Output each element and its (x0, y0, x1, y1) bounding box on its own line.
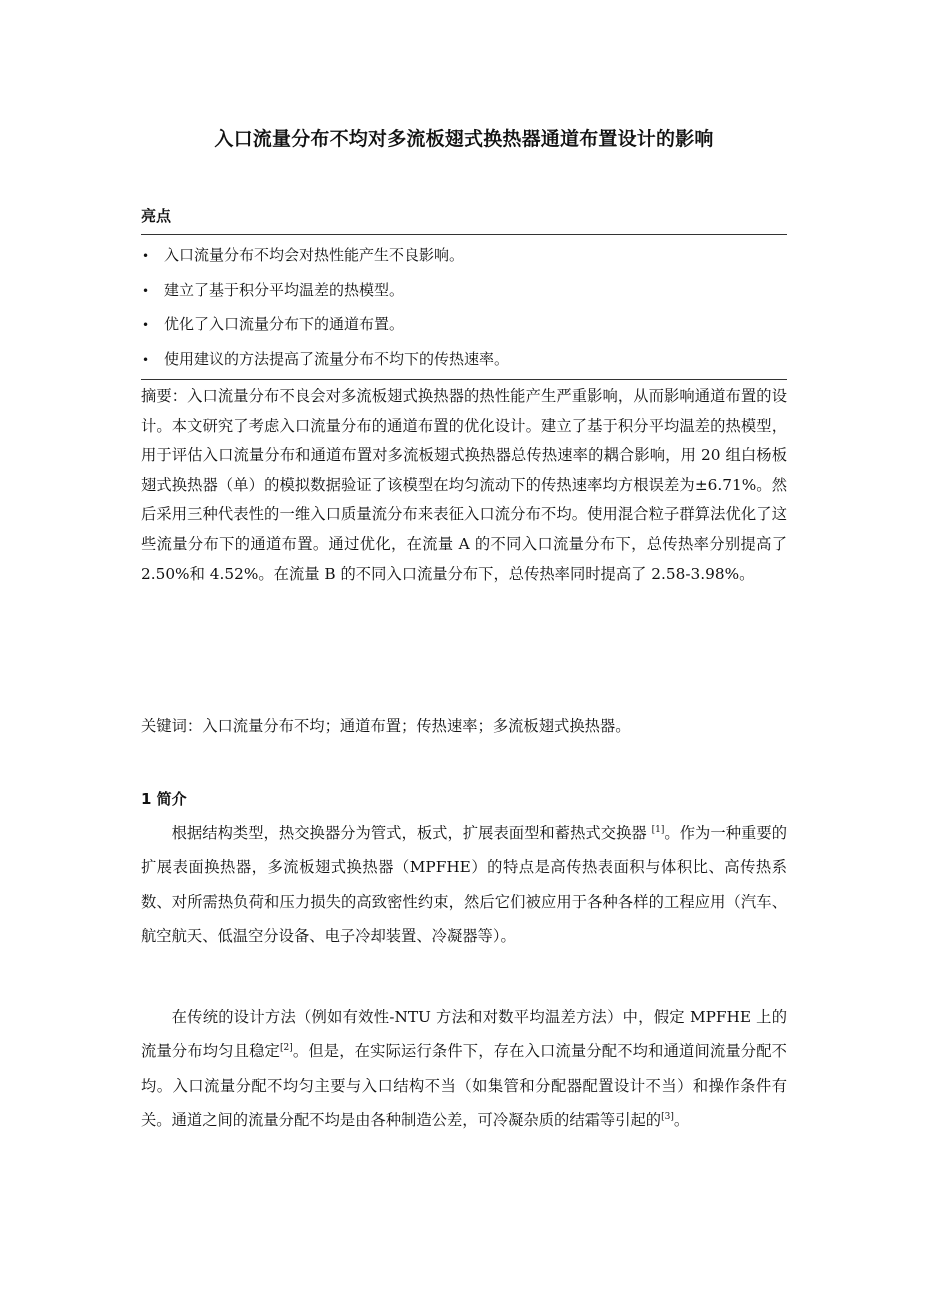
bullet-icon: • (142, 283, 150, 298)
highlight-text: 建立了基于积分平均温差的热模型。 (164, 280, 405, 299)
highlights-bottom-rule (141, 379, 787, 380)
highlights-top-rule (141, 234, 787, 235)
bullet-icon: • (142, 249, 150, 263)
paragraph-text: 根据结构类型，热交换器分为管式，板式，扩展表面型和蓄热式交换器 (171, 824, 652, 842)
bullet-icon: • (142, 352, 150, 367)
highlights-heading: 亮点 (141, 207, 172, 225)
highlight-item (141, 238, 509, 273)
highlights-list (141, 238, 509, 376)
paragraph-text: 。 (673, 1111, 690, 1130)
highlight-item (141, 307, 509, 342)
highlight-text: 使用建议的方法提高了流量分布不均下的传热速率。 (164, 349, 510, 368)
intro-paragraph-2 (141, 1000, 787, 1138)
bullet-icon: • (142, 318, 150, 332)
section-heading-introduction: 1 简介 (141, 790, 187, 808)
citation-link[interactable]: [2] (280, 1043, 293, 1054)
highlight-item (141, 342, 509, 377)
paragraph-text: 。但是，在实际运行条件下，存在入口流量分配不均和通道间流量分配不均。入口流量分配不均匀主要与入口结构不当（如集管和分配器配置设计不当）和操作条件有关。通道之间的流量分配不均是由各种制造公差，可冷凝杂质的结霜等引起的 (141, 1042, 787, 1130)
paper-title: 入口流量分布不均对多流板翅式换热器通道布置设计的影响 (214, 128, 714, 150)
highlight-text: 优化了入口流量分布下的通道布置。 (164, 315, 405, 333)
paragraph-text: 在传统的设计方法（例如有效性-NTU 方法和对数平均温差方法）中，假定 MPFHE 上的流量分布均匀且稳定 (141, 1008, 787, 1061)
keywords-line: 关键词：入口流量分布不均；通道布置；传热速率；多流板翅式换热器。 (141, 717, 631, 735)
abstract-paragraph: 摘要：入口流量分布不良会对多流板翅式换热器的热性能产生严重影响，从而影响通道布置的设计。本文研究了考虑入口流量分布的通道布置的优化设计。建立了基于积分平均温差的热模型，用于评估入口流量分布和通道布置对多流板翅式换热器总传热速率的耦合影响，用 20 组白杨板翅式换热器（单）的模拟数据验证了该模型在均匀流动下的传热速率均方根误差为±6.71%。然后采用三种代表性的一维入口质量流分布来表征入口流分布不均。使用混合粒子群算法优化了这些流量分布下的通道布置。通过优化，在流量 A 的不同入口流量分布下，总传热率分别提高了 2.50%和 4.52%。在流量 B 的不同入口流量分布下，总传热率同时提高了 2.58-3.98%。 (141, 387, 787, 583)
highlight-item (141, 273, 509, 308)
highlight-text: 入口流量分布不均会对热性能产生不良影响。 (164, 246, 465, 264)
citation-link[interactable]: [3] (661, 1112, 674, 1123)
intro-paragraph-1 (141, 816, 787, 954)
citation-link[interactable]: [1] (651, 825, 665, 835)
paragraph-text: 。作为一种重要的扩展表面换热器，多流板翅式换热器（MPFHE）的特点是高传热表面积与体积比、高传热系数、对所需热负荷和压力损失的高致密性约束，然后它们被应用于各种各样的工程应用（汽车、航空航天、低温空分设备、电子冷却装置、冷凝器等）。 (141, 824, 787, 946)
